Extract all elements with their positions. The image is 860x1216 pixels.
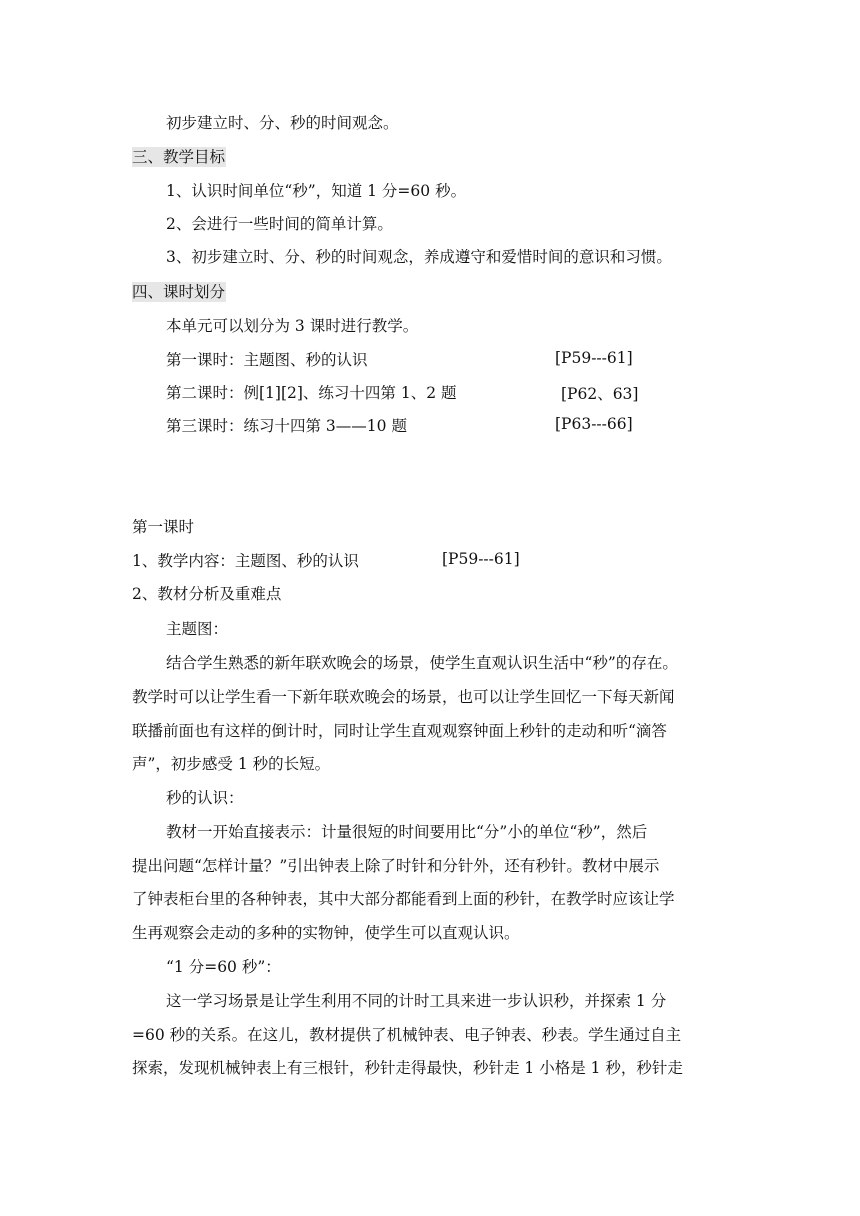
- paragraph-theme-line-3: 联播前面也有这样的倒计时，同时让学生直观观察钟面上秒针的走动和听“滴答: [132, 722, 667, 740]
- lesson-3-pages: [P63---66]: [555, 415, 633, 433]
- subheading-minute-equals-60: “1 分=60 秒”：: [166, 958, 281, 976]
- paragraph-theme-line-4: 声”，初步感受 1 秒的长短。: [132, 755, 331, 773]
- paragraph-seconds-line-3: 了钟表柜台里的各种钟表，其中大部分都能看到上面的秒针，在教学时应该让学: [132, 890, 675, 908]
- lesson-2-pages: [P62、63]: [561, 385, 639, 403]
- paragraph-minute-line-1: 这一学习场景是让学生利用不同的计时工具来进一步认识秒，并探索 1 分: [166, 992, 667, 1010]
- goal-item-2: 2、会进行一些时间的简单计算。: [166, 215, 393, 233]
- paragraph-minute-line-3: 探索，发现机械钟表上有三根针，秒针走得最快，秒针走 1 小格是 1 秒，秒针走: [132, 1059, 683, 1077]
- paragraph-seconds-line-1: 教材一开始直接表示：计量很短的时间要用比“分”小的单位“秒”，然后: [166, 823, 648, 841]
- subheading-second-recognition: 秒的认识：: [166, 789, 244, 807]
- subheading-theme-picture: 主题图：: [166, 620, 229, 638]
- section-heading-goals: 三、教学目标: [132, 148, 226, 166]
- section-heading-schedule: 四、课时划分: [132, 283, 226, 301]
- paragraph-seconds-line-2: 提出问题“怎样计量？”引出钟表上除了时针和分针外，还有秒针。教材中展示: [132, 857, 660, 875]
- goal-item-3: 3、初步建立时、分、秒的时间观念，养成遵守和爱惜时间的意识和习惯。: [166, 248, 672, 266]
- first-lesson-heading: 第一课时: [132, 518, 195, 536]
- teaching-content-pages: [P59---61]: [442, 550, 520, 568]
- analysis-heading: 2、教材分析及重难点: [132, 585, 282, 603]
- intro-text: 初步建立时、分、秒的时间观念。: [166, 114, 399, 132]
- paragraph-theme-line-1: 结合学生熟悉的新年联欢晚会的场景，使学生直观认识生活中“秒”的存在。: [166, 654, 678, 672]
- lesson-2-row: [166, 382, 457, 404]
- lesson-1-row: [166, 349, 368, 371]
- schedule-intro: 本单元可以划分为 3 课时进行教学。: [166, 317, 419, 335]
- lesson-1-pages: [P59---61]: [555, 349, 633, 367]
- lesson-3-row: [166, 415, 407, 437]
- teaching-content: 1、教学内容：主题图、秒的认识: [132, 552, 359, 570]
- paragraph-minute-line-2: =60 秒的关系。在这儿，教材提供了机械钟表、电子钟表、秒表。学生通过自主: [132, 1026, 682, 1044]
- goal-item-1: 1、认识时间单位“秒”，知道 1 分=60 秒。: [166, 182, 467, 200]
- lesson-label: 第一课时：主题图、秒的认识: [166, 351, 368, 369]
- paragraph-theme-line-2: 教学时可以让学生看一下新年联欢晚会的场景，也可以让学生回忆一下每天新闻: [132, 688, 675, 706]
- paragraph-seconds-line-4: 生再观察会走动的多种的实物钟，使学生可以直观认识。: [132, 924, 520, 942]
- lesson-label: 第三课时：练习十四第 3——10 题: [166, 417, 407, 435]
- lesson-label: 第二课时：例[1][2]、练习十四第 1、2 题: [166, 384, 457, 402]
